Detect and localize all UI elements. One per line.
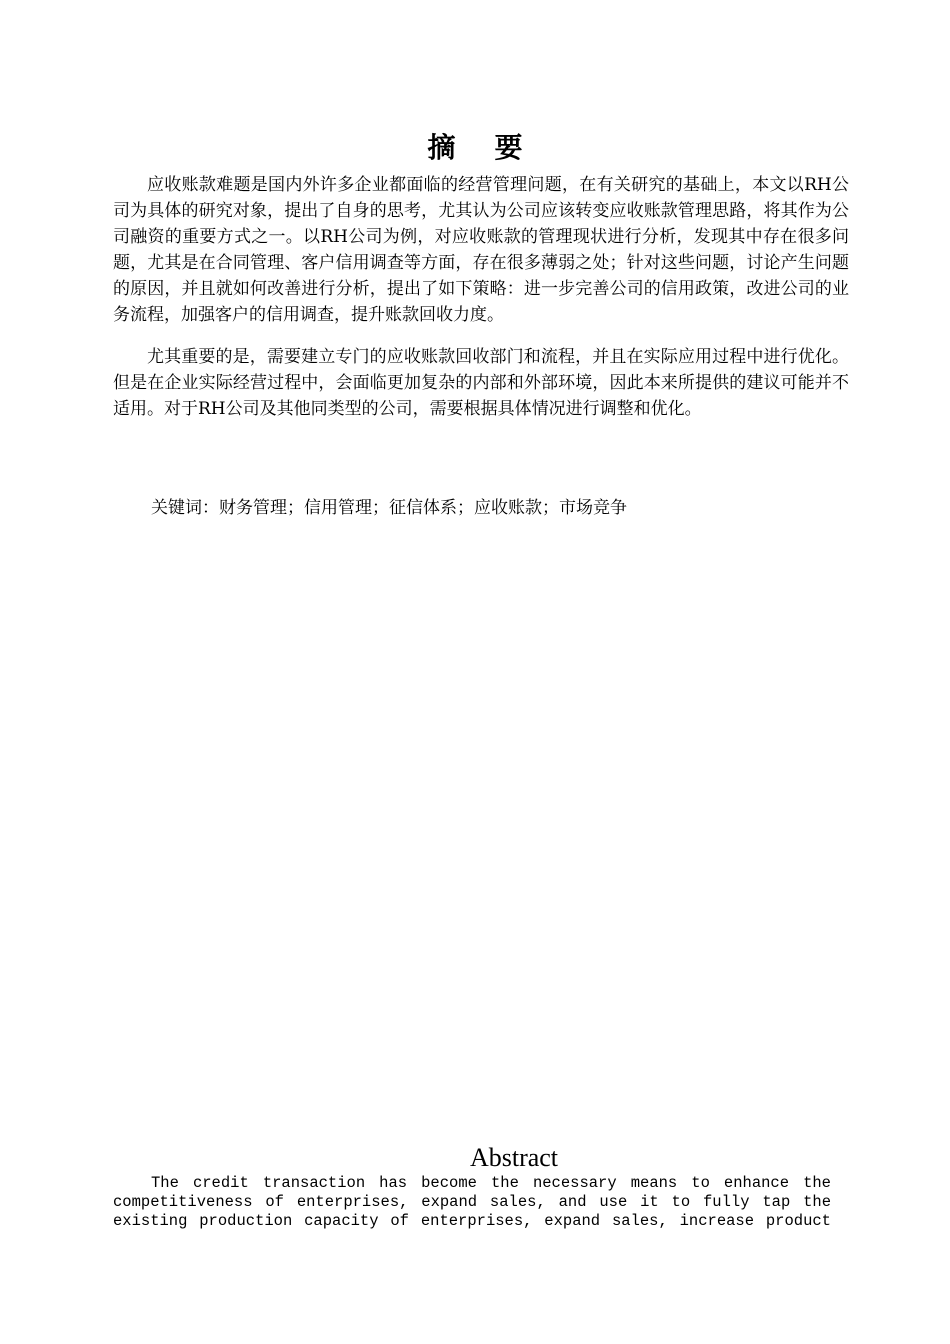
abstract-cn-title: 摘 要 [427, 131, 523, 164]
abstract-en-line: existing production capacity of enterprises, expand sales, increase product [113, 1212, 831, 1230]
abstract-en-line: The credit transaction has become the necessary means to enhance the [151, 1174, 831, 1192]
abstract-en-title: Abstract [469, 1143, 559, 1172]
abstract-en-line: competitiveness of enterprises, expand sales, and use it to fully tap the [113, 1193, 831, 1211]
abstract-en-body [113, 1174, 848, 1232]
abstract-cn-paragraph: 应收账款难题是国内外许多企业都面临的经营管理问题，在有关研究的基础上，本文以RH公司为具体的研究对象，提出了自身的思考，尤其认为公司应该转变应收账款管理思路，将其作为公司融资的重要方式之一。以RH公司为例，对应收账款的管理现状进行分析，发现其中存在很多问题，尤其是在合同管理、客户信用调查等方面，存在很多薄弱之处；针对这些问题，讨论产生问题的原因，并且就如何改善进行分析，提出了如下策略：进一步完善公司的信用政策，改进公司的业务流程，加强客户的信用调查，提升账款回收力度。 [113, 175, 849, 325]
abstract-cn-paragraph-2-block [113, 344, 849, 422]
abstract-cn-keywords: 关键词：财务管理；信用管理；征信体系；应收账款；市场竞争 [151, 498, 627, 518]
abstract-cn-paragraph-1-block [113, 172, 849, 328]
abstract-cn-paragraph: 尤其重要的是，需要建立专门的应收账款回收部门和流程，并且在实际应用过程中进行优化。但是在企业实际经营过程中，会面临更加复杂的内部和外部环境，因此本来所提供的建议可能并不适用。对于RH公司及其他同类型的公司，需要根据具体情况进行调整和优化。 [113, 347, 849, 419]
